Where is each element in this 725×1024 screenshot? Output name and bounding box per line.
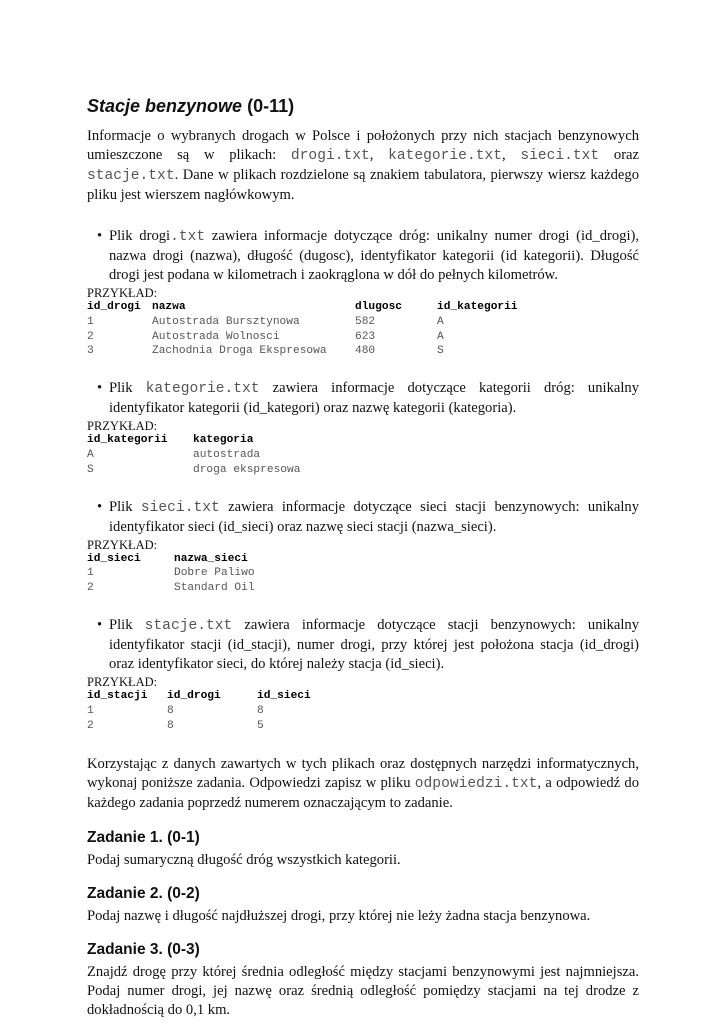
document-page	[87, 95, 639, 1020]
column-header: id_sieci	[257, 689, 311, 702]
column-header: id_sieci	[87, 552, 141, 565]
bullet-stacje	[87, 616, 639, 674]
intro-text: Informacje o wybranych drogach w Polsce i położonych przy nich stacjach benzynowych umieszczone są w plikach:	[87, 128, 639, 163]
instructions-paragraph	[87, 755, 639, 813]
table-row	[87, 719, 311, 734]
table-cell: A	[437, 330, 444, 343]
table-cell: 5	[257, 719, 264, 732]
table-header-row	[87, 689, 311, 704]
intro-sep: ,	[369, 147, 389, 163]
instructions-text: Korzystając z danych zawartych w tych plikach oraz dostępnych narzędzi informatycznych, wykonaj poniższe zadania. Odpowiedzi zapisz w pliku	[87, 756, 639, 792]
kategorie-pre: Plik	[109, 380, 146, 397]
drogi-example-table	[87, 300, 518, 359]
task-1-heading: Zadanie 1. (0-1)	[87, 828, 200, 846]
file-name-kategorie-inline: kategorie.txt	[145, 381, 260, 398]
table-row	[87, 704, 311, 719]
table-row	[87, 566, 255, 581]
table-row	[87, 448, 300, 463]
instructions-text-2: , a odpowiedź do każdego zadania poprzedź numerem oznaczającym to zadanie.	[87, 775, 639, 812]
page-title	[87, 95, 639, 117]
kategorie-description: zawiera informacje dotyczące kategorii dróg: unikalny identyfikator kategorii (id_kategori) oraz nazwę kategorii (kategoria).	[109, 380, 640, 417]
example-label: PRZYKŁAD:	[87, 286, 158, 300]
table-header-row	[87, 433, 300, 448]
title-points: (0-11)	[247, 96, 295, 116]
table-cell: 480	[355, 345, 376, 358]
column-header: kategoria	[193, 434, 254, 447]
bullet-drogi	[87, 227, 639, 285]
table-cell: Dobre Paliwo	[174, 567, 255, 580]
table-cell: autostrada	[193, 448, 261, 461]
table-cell: 623	[355, 330, 376, 343]
intro-and: oraz	[599, 147, 640, 163]
table-cell: 8	[167, 719, 174, 732]
file-name-drogi-ext: .txt	[170, 229, 206, 245]
stacje-pre: Plik	[109, 616, 145, 633]
table-cell: S	[437, 345, 444, 358]
file-name-stacje-inline: stacje.txt	[144, 617, 233, 634]
sieci-pre: Plik	[109, 498, 141, 515]
stacje-example-table	[87, 689, 311, 733]
table-cell: 2	[87, 330, 94, 343]
column-header: nazwa	[152, 301, 186, 313]
file-name-stacje: stacje.txt	[87, 168, 175, 184]
drogi-description: zawiera informacje dotyczące dróg: unikalny numer drogi (id_drogi), nazwa drogi (nazwa), długość (dugosc), identyfikator kategorii (id kategorii). Długość drogi jest podana w kilometrach i zaokrąglona w dół do pełnych kilometrów.	[109, 228, 640, 283]
file-name-sieci: sieci.txt	[520, 148, 600, 164]
column-header: id_kategorii	[437, 301, 518, 313]
table-row	[87, 344, 518, 359]
column-header: id_drogi	[87, 301, 141, 313]
file-name-kategorie: kategorie.txt	[388, 148, 502, 164]
table-row	[87, 330, 518, 345]
bullet-icon: •	[97, 616, 103, 633]
table-cell: 2	[87, 719, 94, 732]
table-row	[87, 463, 300, 478]
kategorie-example-table	[87, 433, 300, 477]
intro-text-2: . Dane w plikach rozdzielone są znakiem tabulatora, pierwszy wiersz każdego pliku jest wierszem nagłówkowym.	[87, 167, 639, 203]
column-header: nazwa_sieci	[174, 552, 248, 565]
example-label: PRZYKŁAD:	[87, 674, 158, 689]
task-3-heading: Zadanie 3. (0-3)	[87, 940, 200, 958]
table-cell: A	[437, 315, 444, 328]
table-cell: 3	[87, 345, 94, 358]
column-header: dlugosc	[355, 301, 402, 313]
table-cell: 1	[87, 315, 94, 328]
task-2-heading: Zadanie 2. (0-2)	[87, 884, 200, 902]
intro-paragraph	[87, 127, 639, 205]
bullet-icon: •	[97, 498, 103, 515]
stacje-description: zawiera informacje dotyczące stacji benzynowych: unikalny identyfikator stacji (id_stacji), numer drogi, przy której jest położona stacja (id_drogi) oraz identyfikator sieci, do której należy stacja (id_sieci).	[109, 616, 640, 672]
example-label: PRZYKŁAD:	[87, 419, 158, 434]
table-cell: S	[87, 463, 94, 476]
file-name-odpowiedzi: odpowiedzi.txt	[414, 776, 538, 793]
table-cell: 8	[167, 704, 174, 717]
column-header: id_kategorii	[87, 434, 168, 447]
drogi-pre: Plik drogi	[109, 228, 171, 244]
table-header-row	[87, 552, 255, 567]
table-cell: Zachodnia Droga Ekspresowa	[152, 345, 327, 358]
column-header: id_stacji	[87, 689, 148, 702]
intro-sep: ,	[501, 147, 521, 163]
table-row	[87, 581, 255, 596]
file-name-sieci-inline: sieci.txt	[140, 499, 220, 516]
task-1-text: Podaj sumaryczną długość dróg wszystkich kategorii.	[87, 851, 401, 868]
table-cell: 1	[87, 704, 94, 717]
file-name-drogi: drogi.txt	[290, 148, 370, 164]
table-cell: 8	[257, 704, 264, 717]
title-main: Stacje benzynowe	[87, 96, 243, 116]
table-cell: droga ekspresowa	[193, 463, 301, 476]
task-3-text: Znajdź drogę przy której średnia odległość między stacjami benzynowymi jest najmniejsza. Podaj numer drogi, jej nazwę oraz średnią odległość pomiędzy stacjami na tej drodze z dokładnością do 0,1 km.	[87, 963, 639, 1018]
table-header-row	[87, 300, 518, 315]
column-header: id_drogi	[167, 689, 221, 702]
table-cell: 2	[87, 582, 94, 595]
table-cell: Standard Oil	[174, 582, 255, 595]
sieci-description: zawiera informacje dotyczące sieci stacji benzynowych: unikalny identyfikator sieci (id_sieci) oraz nazwę sieci stacji (nazwa_sieci).	[109, 498, 639, 535]
bullet-icon: •	[97, 380, 103, 397]
table-cell: 1	[87, 567, 94, 580]
table-cell: A	[87, 448, 94, 461]
table-row	[87, 315, 518, 330]
bullet-icon: •	[97, 228, 103, 244]
example-label: PRZYKŁAD:	[87, 537, 158, 552]
bullet-sieci	[87, 498, 639, 537]
bullet-kategorie	[87, 379, 639, 418]
task-2-text: Podaj nazwę i długość najdłuższej drogi, przy której nie leży żadna stacja benzynowa.	[87, 907, 591, 924]
table-cell: 582	[355, 315, 376, 328]
table-cell: Autostrada Wolnosci	[152, 330, 280, 343]
sieci-example-table	[87, 552, 255, 596]
table-cell: Autostrada Bursztynowa	[152, 315, 300, 328]
